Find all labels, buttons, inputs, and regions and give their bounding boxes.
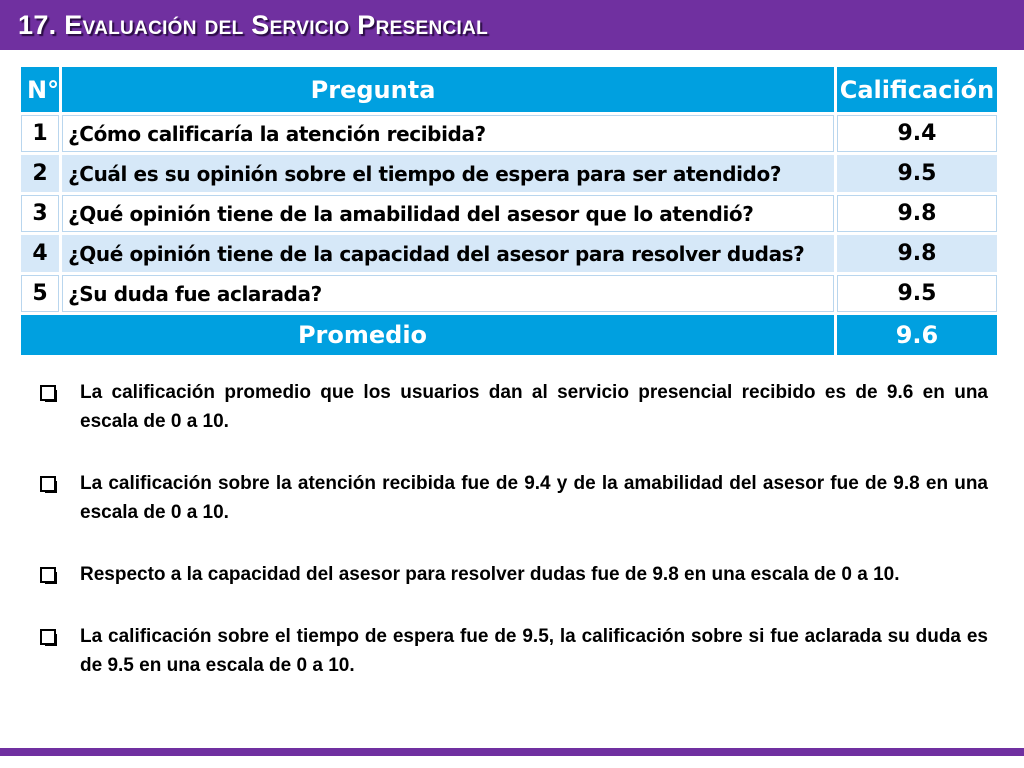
average-label: Promedio <box>21 315 834 355</box>
row-question: ¿Qué opinión tiene de la amabilidad del asesor que lo atendió? <box>62 195 834 232</box>
row-score: 9.4 <box>837 115 997 152</box>
bullet-item <box>40 622 988 680</box>
bullet-text: La calificación sobre la atención recibida fue de 9.4 y de la amabilidad del asesor fue de 9.8 en una escala de 0 a 10. <box>80 473 988 523</box>
bullet-text: Respecto a la capacidad del asesor para resolver dudas fue de 9.8 en una escala de 0 a 10. <box>80 564 900 585</box>
title-bar <box>0 0 1024 50</box>
column-header-question: Pregunta <box>62 67 834 112</box>
row-question: ¿Su duda fue aclarada? <box>62 275 834 312</box>
row-number: 4 <box>21 235 59 272</box>
bottom-bar <box>0 748 1024 756</box>
checkbox-bullet-icon <box>40 385 56 401</box>
table-row <box>21 115 997 152</box>
table-row <box>21 275 997 312</box>
table-header-row <box>21 67 997 112</box>
row-number: 2 <box>21 155 59 192</box>
table-row <box>21 155 997 192</box>
bullet-item <box>40 378 988 436</box>
row-score: 9.5 <box>837 275 997 312</box>
evaluation-table <box>18 64 1000 358</box>
bullet-text: La calificación sobre el tiempo de espera fue de 9.5, la calificación sobre si fue aclarada su duda es de 9.5 en una escala de 0 a 10. <box>80 626 988 676</box>
row-number: 5 <box>21 275 59 312</box>
row-score: 9.8 <box>837 235 997 272</box>
checkbox-bullet-icon <box>40 629 56 645</box>
row-question: ¿Cuál es su opinión sobre el tiempo de espera para ser atendido? <box>62 155 834 192</box>
table-row <box>21 195 997 232</box>
row-number: 3 <box>21 195 59 232</box>
average-row <box>21 315 997 355</box>
table-row <box>21 235 997 272</box>
bullet-item <box>40 469 988 527</box>
row-score: 9.5 <box>837 155 997 192</box>
average-value: 9.6 <box>837 315 997 355</box>
bullet-item <box>40 560 988 589</box>
row-number: 1 <box>21 115 59 152</box>
checkbox-bullet-icon <box>40 567 56 583</box>
row-question: ¿Cómo calificaría la atención recibida? <box>62 115 834 152</box>
row-question: ¿Qué opinión tiene de la capacidad del asesor para resolver dudas? <box>62 235 834 272</box>
page-title: 17. Evaluación del Servicio Presencial <box>18 10 489 40</box>
column-header-number: N° <box>21 67 59 112</box>
bullet-list <box>40 378 988 713</box>
checkbox-bullet-icon <box>40 476 56 492</box>
row-score: 9.8 <box>837 195 997 232</box>
column-header-score: Calificación <box>837 67 997 112</box>
bullet-text: La calificación promedio que los usuarios dan al servicio presencial recibido es de 9.6 en una escala de 0 a 10. <box>80 382 988 432</box>
